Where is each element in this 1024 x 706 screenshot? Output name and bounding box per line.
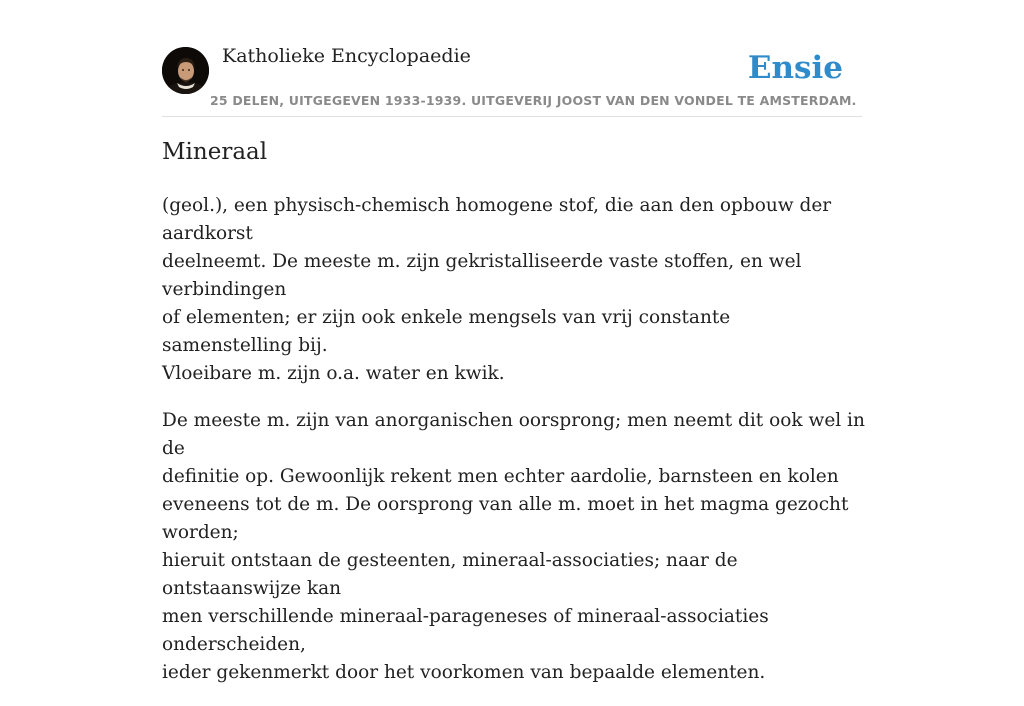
entry-paragraph-2: De meeste m. zijn van anorganischen oorsprong; men neemt dit ook wel in de definitie op. Gewoonlijk rekent men echter aardolie, barnsteen en kolen eveneens tot de m. De oorsprong van alle m. moet in het magma gezocht worden; hieruit ontstaan de gesteenten, mineraal-associaties; naar de ontstaanswijze kan men verschillende mineraal-parageneses of mineraal-associaties onderscheiden, ieder gekenmerkt door het voorkomen van bepaalde elementen.	[162, 410, 865, 683]
publication-avatar[interactable]	[162, 47, 209, 94]
portrait-icon	[162, 47, 209, 94]
brand-logo[interactable]: Ensie	[747, 50, 843, 86]
publication-title[interactable]: Katholieke Encyclopaedie	[222, 45, 471, 67]
entry-title: Mineraal	[162, 139, 268, 165]
page	[162, 0, 865, 683]
entry-body	[162, 192, 866, 706]
publication-header	[162, 0, 862, 117]
entry-paragraph-1: (geol.), een physisch-chemisch homogene stof, die aan den opbouw der aardkorst deelneemt. De meeste m. zijn gekristalliseerde vaste stoffen, en wel verbindingen of elementen; er zijn ook enkele mengsels van vrij constante samenstelling bij. Vloeibare m. zijn o.a. water en kwik.	[162, 195, 832, 384]
publication-meta: 25 DELEN, UITGEGEVEN 1933-1939. UITGEVERIJ JOOST VAN DEN VONDEL TE AMSTERDAM.	[210, 93, 857, 108]
